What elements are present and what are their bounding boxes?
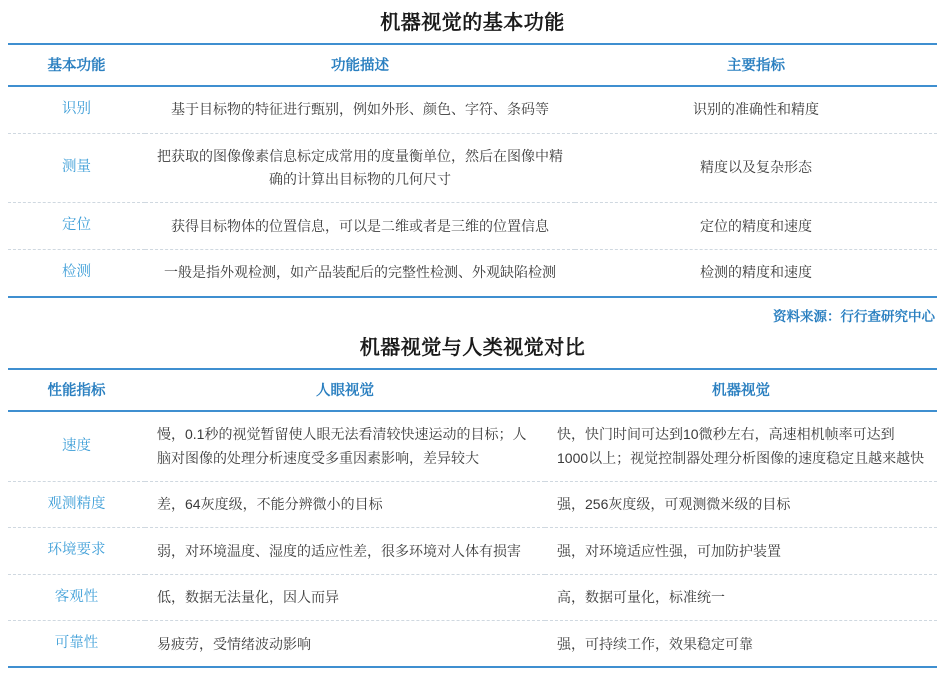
human-vision-cell: 易疲劳，受情绪波动影响 bbox=[145, 621, 545, 668]
row-label: 检测 bbox=[8, 250, 145, 297]
table2-header-row bbox=[8, 369, 937, 411]
table-row bbox=[8, 86, 937, 133]
row-label: 识别 bbox=[8, 86, 145, 133]
table2-header-cell: 性能指标 bbox=[8, 369, 145, 411]
table2-header-cell: 人眼视觉 bbox=[145, 369, 545, 411]
row-description: 基于目标物的特征进行甄别，例如外形、颜色、字符、条码等 bbox=[145, 86, 575, 133]
table-row bbox=[8, 203, 937, 250]
table1-header-cell: 基本功能 bbox=[8, 44, 145, 86]
row-label: 测量 bbox=[8, 133, 145, 202]
row-label: 环境要求 bbox=[8, 528, 145, 574]
row-description: 把获取的图像像素信息标定成常用的度量衡单位，然后在图像中精确的计算出目标物的几何尺寸 bbox=[145, 133, 575, 202]
table-row bbox=[8, 621, 937, 668]
row-label: 客观性 bbox=[8, 574, 145, 620]
human-vision-cell: 差，64灰度级，不能分辨微小的目标 bbox=[145, 481, 545, 527]
table-row bbox=[8, 528, 937, 574]
table-row bbox=[8, 411, 937, 482]
human-vision-cell: 低，数据无法量化，因人而异 bbox=[145, 574, 545, 620]
machine-vision-cell: 快，快门时间可达到10微秒左右，高速相机帧率可达到1000以上；视觉控制器处理分析图像的速度稳定且越来越快 bbox=[545, 411, 937, 482]
row-metric: 识别的准确性和精度 bbox=[575, 86, 937, 133]
table2-header-cell: 机器视觉 bbox=[545, 369, 937, 411]
row-description: 获得目标物体的位置信息，可以是二维或者是三维的位置信息 bbox=[145, 203, 575, 250]
row-metric: 精度以及复杂形态 bbox=[575, 133, 937, 202]
row-metric: 定位的精度和速度 bbox=[575, 203, 937, 250]
row-label: 可靠性 bbox=[8, 621, 145, 668]
row-label: 速度 bbox=[8, 411, 145, 482]
machine-vision-cell: 强，可持续工作，效果稳定可靠 bbox=[545, 621, 937, 668]
row-description: 一般是指外观检测，如产品装配后的完整性检测、外观缺陷检测 bbox=[145, 250, 575, 297]
table-row bbox=[8, 574, 937, 620]
row-label: 定位 bbox=[8, 203, 145, 250]
table1-header-row bbox=[8, 44, 937, 86]
table1-header-cell: 功能描述 bbox=[145, 44, 575, 86]
machine-vision-cell: 高，数据可量化，标准统一 bbox=[545, 574, 937, 620]
source-note: 资料来源：行行查研究中心 bbox=[773, 308, 935, 324]
row-label: 观测精度 bbox=[8, 481, 145, 527]
table1-title: 机器视觉的基本功能 bbox=[380, 12, 565, 34]
machine-vision-cell: 强，对环境适应性强，可加防护装置 bbox=[545, 528, 937, 574]
human-vision-cell: 慢，0.1秒的视觉暂留使人眼无法看清较快速运动的目标；人脑对图像的处理分析速度受多重因素影响，差异较大 bbox=[145, 411, 545, 482]
machine-vision-cell: 强，256灰度级，可观测微米级的目标 bbox=[545, 481, 937, 527]
table-row bbox=[8, 250, 937, 297]
basic-functions-table bbox=[8, 43, 937, 298]
row-metric: 检测的精度和速度 bbox=[575, 250, 937, 297]
table2-title: 机器视觉与人类视觉对比 bbox=[359, 336, 586, 359]
vision-comparison-table bbox=[8, 368, 937, 669]
table1-header-cell: 主要指标 bbox=[575, 44, 937, 86]
human-vision-cell: 弱，对环境温度、湿度的适应性差，很多环境对人体有损害 bbox=[145, 528, 545, 574]
table-row bbox=[8, 133, 937, 202]
table-row bbox=[8, 481, 937, 527]
